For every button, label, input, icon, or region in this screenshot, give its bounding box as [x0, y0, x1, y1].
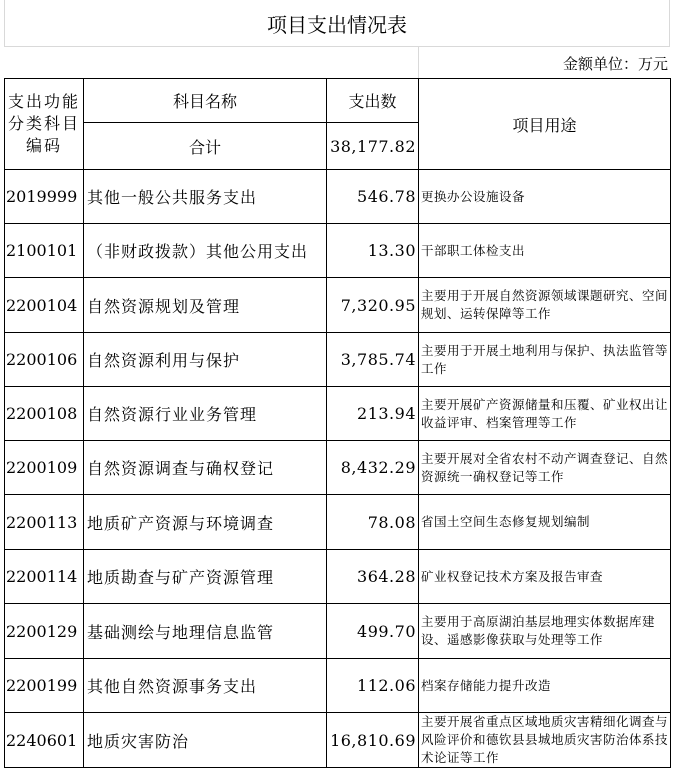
row-purpose: 干部职工体检支出	[419, 224, 671, 278]
row-name: 其他一般公共服务支出	[84, 170, 327, 224]
row-name: 自然资源规划及管理	[84, 278, 327, 333]
row-purpose: 更换办公设施设备	[419, 170, 671, 224]
row-name: 地质矿产资源与环境调查	[84, 495, 327, 550]
table-row	[5, 604, 671, 659]
row-code: 2200104	[5, 278, 84, 333]
table-row	[5, 224, 671, 278]
row-amount: 16,810.69	[327, 713, 419, 768]
row-amount: 112.06	[327, 659, 419, 713]
table-row	[5, 495, 671, 550]
row-name: （非财政拨款）其他公用支出	[84, 224, 327, 278]
table-row	[5, 333, 671, 387]
table-row	[5, 278, 671, 333]
row-code: 2200113	[5, 495, 84, 550]
table-title: 项目支出情况表	[4, 0, 670, 46]
sheet-gridline	[418, 46, 419, 78]
row-name: 基础测绘与地理信息监管	[84, 604, 327, 659]
row-code: 2019999	[5, 170, 84, 224]
row-purpose: 主要用于开展自然资源领域课题研究、空间规划、运转保障等工作	[419, 278, 671, 333]
row-amount: 8,432.29	[327, 441, 419, 495]
header-purpose: 项目用途	[419, 79, 671, 170]
row-purpose: 主要开展省重点区域地质灾害精细化调查与风险评价和德钦县县城地质灾害防治体系技术论证等工作	[419, 713, 671, 768]
row-name: 地质勘查与矿产资源管理	[84, 550, 327, 604]
total-label: 合计	[84, 123, 327, 170]
row-purpose: 矿业权登记技术方案及报告审查	[419, 550, 671, 604]
table-row	[5, 170, 671, 224]
row-code: 2200109	[5, 441, 84, 495]
header-name: 科目名称	[84, 79, 327, 123]
row-code: 2100101	[5, 224, 84, 278]
row-code: 2240601	[5, 713, 84, 768]
row-name: 自然资源调查与确权登记	[84, 441, 327, 495]
row-amount: 13.30	[327, 224, 419, 278]
row-amount: 3,785.74	[327, 333, 419, 387]
row-amount: 546.78	[327, 170, 419, 224]
row-code: 2200114	[5, 550, 84, 604]
row-name: 地质灾害防治	[84, 713, 327, 768]
expenditure-table	[4, 78, 671, 768]
row-amount: 7,320.95	[327, 278, 419, 333]
row-amount: 364.28	[327, 550, 419, 604]
row-amount: 78.08	[327, 495, 419, 550]
row-code: 2200106	[5, 333, 84, 387]
row-code: 2200129	[5, 604, 84, 659]
table-row	[5, 659, 671, 713]
header-amount: 支出数	[327, 79, 419, 123]
table-row	[5, 441, 671, 495]
header-code: 支出功能分类科目编码	[5, 79, 84, 170]
table-row	[5, 550, 671, 604]
row-purpose: 主要开展矿产资源储量和压覆、矿业权出让收益评审、档案管理等工作	[419, 387, 671, 441]
row-purpose: 主要开展对全省农村不动产调查登记、自然资源统一确权登记等工作	[419, 441, 671, 495]
total-amount: 38,177.82	[327, 123, 419, 170]
row-name: 自然资源利用与保护	[84, 333, 327, 387]
row-purpose: 主要用于高原湖泊基层地理实体数据库建设、遥感影像获取与处理等工作	[419, 604, 671, 659]
row-name: 自然资源行业业务管理	[84, 387, 327, 441]
sheet-gridline	[4, 46, 670, 47]
row-purpose: 省国土空间生态修复规划编制	[419, 495, 671, 550]
table-row	[5, 387, 671, 441]
row-purpose: 主要用于开展土地利用与保护、执法监管等工作	[419, 333, 671, 387]
row-name: 其他自然资源事务支出	[84, 659, 327, 713]
row-code: 2200108	[5, 387, 84, 441]
row-code: 2200199	[5, 659, 84, 713]
row-amount: 499.70	[327, 604, 419, 659]
row-purpose: 档案存储能力提升改造	[419, 659, 671, 713]
row-amount: 213.94	[327, 387, 419, 441]
table-row	[5, 713, 671, 768]
unit-label: 金额单位：万元	[562, 55, 668, 73]
